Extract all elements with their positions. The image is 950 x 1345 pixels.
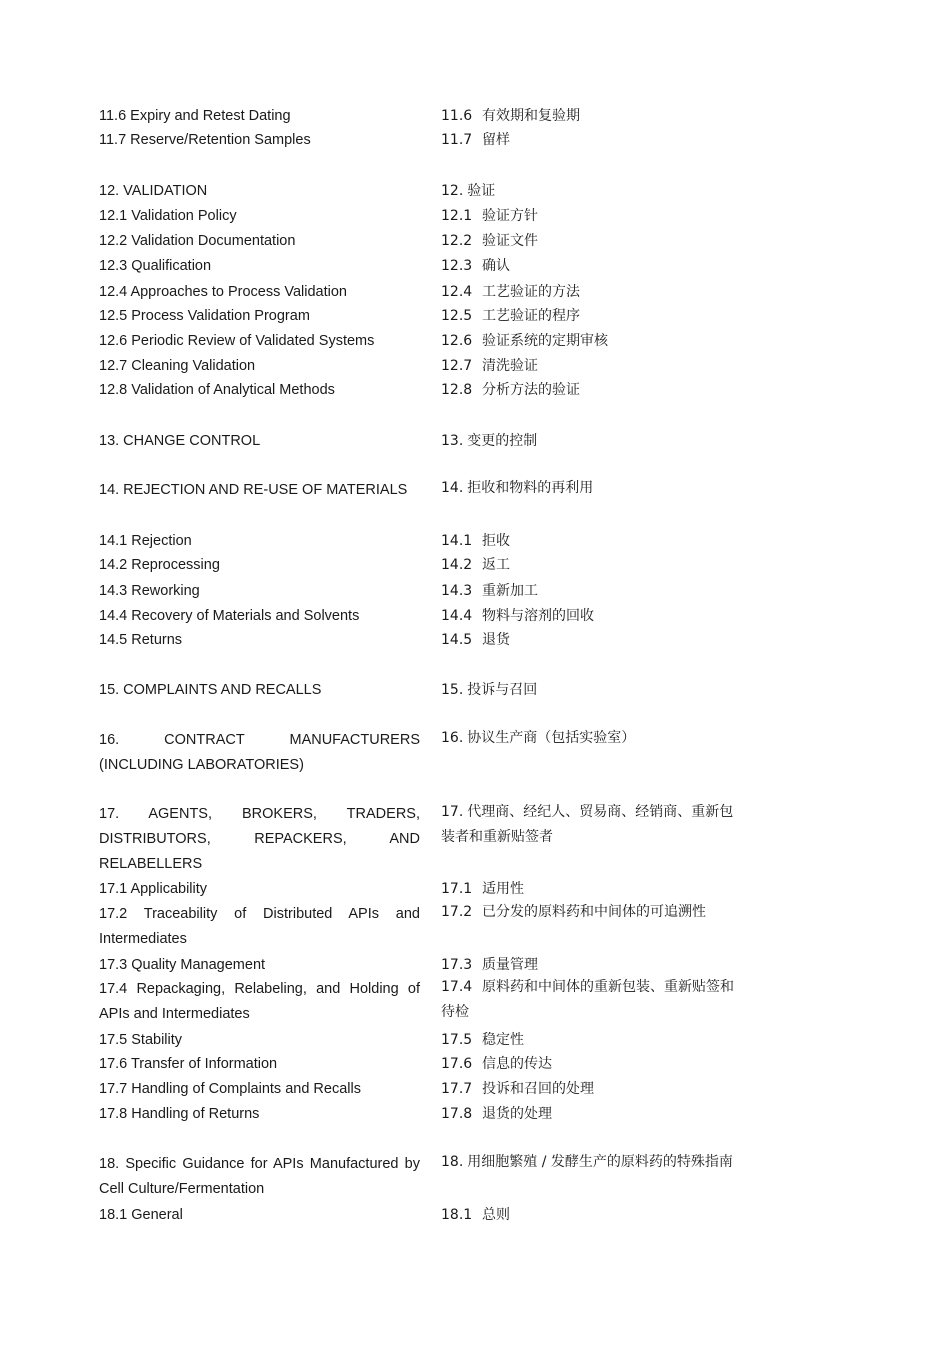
toc-entry-number: 12.4 xyxy=(441,284,473,300)
toc-entry-title-chinese: 物料与溶剂的回收 xyxy=(482,608,594,624)
toc-entry-english: 17.7 Handling of Complaints and Recalls xyxy=(99,1081,361,1097)
toc-entry-title-chinese: 信息的传达 xyxy=(482,1056,552,1072)
toc-entry-number: 11.6 xyxy=(441,108,473,124)
toc-entry-chinese xyxy=(441,579,741,604)
toc-entry-title-chinese: 协议生产商（包括实验室） xyxy=(467,730,636,746)
toc-entry-number: 12. xyxy=(441,183,464,199)
toc-entry-english: 14.1 Rejection xyxy=(99,533,192,549)
toc-entry-english: 14.4 Recovery of Materials and Solvents xyxy=(99,608,360,624)
toc-entry-chinese xyxy=(441,628,741,653)
toc-entry-chinese xyxy=(441,429,741,454)
toc-entry-chinese xyxy=(441,104,741,129)
toc-entry-number: 12.8 xyxy=(441,382,473,398)
toc-entry-chinese xyxy=(441,329,741,354)
toc-entry-number: 17.4 xyxy=(441,979,473,995)
toc-entry-number: 18.1 xyxy=(441,1207,473,1223)
toc-entry-chinese xyxy=(441,975,741,1025)
toc-entry-chinese xyxy=(441,800,741,850)
toc-entry-english: 14.5 Returns xyxy=(99,632,183,648)
toc-entry-number: 12.1 xyxy=(441,208,473,224)
toc-entry-number: 14.5 xyxy=(441,632,473,648)
toc-entry-title-chinese: 退货 xyxy=(482,632,510,648)
toc-entry-number: 14.1 xyxy=(441,533,473,549)
toc-entry-title-chinese: 返工 xyxy=(482,557,510,573)
toc-entry-english: 17. AGENTS, BROKERS, TRADERS, DISTRIBUTORS, REPACKERS, AND RELABELLERS xyxy=(99,806,420,872)
toc-entry-english: 14.2 Reprocessing xyxy=(99,557,220,573)
toc-entry-chinese xyxy=(441,204,741,229)
toc-entry-title-chinese: 稳定性 xyxy=(482,1032,524,1048)
toc-entry-english: 11.7 Reserve/Retention Samples xyxy=(99,132,311,148)
toc-entry-english: 17.6 Transfer of Information xyxy=(99,1056,278,1072)
toc-entry-number: 12.3 xyxy=(441,258,473,274)
toc-entry-title-chinese: 验证文件 xyxy=(482,233,538,249)
toc-entry-number: 17.8 xyxy=(441,1106,473,1122)
toc-entry-number: 18. xyxy=(441,1154,464,1170)
toc-entry-chinese xyxy=(441,1150,741,1175)
toc-entry-chinese xyxy=(441,726,741,751)
toc-entry-english: 11.6 Expiry and Retest Dating xyxy=(99,108,291,124)
toc-entry-english: 12.5 Process Validation Program xyxy=(99,308,310,324)
toc-entry-chinese xyxy=(441,1203,741,1228)
toc-entry-english: 17.3 Quality Management xyxy=(99,957,266,973)
toc-entry-title-chinese: 总则 xyxy=(482,1207,510,1223)
toc-entry-number: 12.6 xyxy=(441,333,473,349)
toc-entry-number: 17.6 xyxy=(441,1056,473,1072)
toc-entry-english: 12. VALIDATION xyxy=(99,183,208,199)
toc-entry-chinese xyxy=(441,553,741,578)
toc-entry-title-chinese: 质量管理 xyxy=(482,957,538,973)
toc-entry-chinese xyxy=(441,877,741,902)
toc-entry-english: 12.6 Periodic Review of Validated Systems xyxy=(99,333,375,349)
toc-entry-chinese xyxy=(441,1102,741,1127)
toc-entry-title-chinese: 验证 xyxy=(467,183,496,199)
toc-entry-english: 12.2 Validation Documentation xyxy=(99,233,296,249)
toc-entry-number: 17.3 xyxy=(441,957,473,973)
toc-entry-chinese xyxy=(441,378,741,403)
toc-entry-english: 14.3 Reworking xyxy=(99,583,200,599)
toc-entry-title-chinese: 有效期和复验期 xyxy=(482,108,580,124)
toc-entry-number: 14.3 xyxy=(441,583,473,599)
toc-entry-chinese xyxy=(441,304,741,329)
toc-entry-title-chinese: 确认 xyxy=(482,258,510,274)
toc-entry-english: 17.1 Applicability xyxy=(99,881,208,897)
toc-entry-number: 13. xyxy=(441,433,464,449)
toc-entry-title-chinese: 留样 xyxy=(482,132,510,148)
toc-entry-number: 14.4 xyxy=(441,608,473,624)
toc-entry-number: 15. xyxy=(441,682,464,698)
toc-entry-number: 11.7 xyxy=(441,132,473,148)
toc-entry-number: 12.7 xyxy=(441,358,473,374)
toc-entry-title-chinese: 适用性 xyxy=(482,881,524,897)
toc-entry-chinese xyxy=(441,476,741,501)
toc-entry-english: 18. Specific Guidance for APIs Manufactured by Cell Culture/Fermentation xyxy=(99,1156,420,1197)
toc-entry-chinese xyxy=(441,529,741,554)
toc-entry-chinese xyxy=(441,280,741,305)
toc-entry-english: 12.8 Validation of Analytical Methods xyxy=(99,382,335,398)
toc-entry-title-chinese: 代理商、经纪人、贸易商、经销商、重新包装者和重新贴签者 xyxy=(441,804,734,845)
toc-entry-chinese xyxy=(441,1052,741,1077)
toc-entry-english: 14. REJECTION AND RE-USE OF MATERIALS xyxy=(99,482,408,498)
toc-entry-english: 16. CONTRACT MANUFACTURERS (INCLUDING LABORATORIES) xyxy=(99,732,420,773)
toc-entry-number: 12.5 xyxy=(441,308,473,324)
toc-entry-number: 14.2 xyxy=(441,557,473,573)
toc-entry-number: 17.7 xyxy=(441,1081,473,1097)
toc-entry-english: 17.5 Stability xyxy=(99,1032,183,1048)
toc-entry-english: 17.8 Handling of Returns xyxy=(99,1106,260,1122)
toc-entry-number: 14. xyxy=(441,480,464,496)
toc-entry-number: 17. xyxy=(441,804,464,820)
toc-entry-chinese xyxy=(441,128,741,153)
toc-entry-chinese xyxy=(441,254,741,279)
toc-entry-title-chinese: 已分发的原料药和中间体的可追溯性 xyxy=(482,904,706,920)
toc-entry-title-chinese: 验证方针 xyxy=(482,208,538,224)
toc-entry-chinese xyxy=(441,354,741,379)
toc-entry-chinese xyxy=(441,179,741,204)
toc-entry-english: 18.1 General xyxy=(99,1207,183,1223)
toc-entry-number: 17.1 xyxy=(441,881,473,897)
toc-entry-number: 12.2 xyxy=(441,233,473,249)
toc-entry-title-chinese: 退货的处理 xyxy=(482,1106,552,1122)
toc-entry-chinese xyxy=(441,678,741,703)
toc-entry-number: 16. xyxy=(441,730,464,746)
toc-entry-number: 17.5 xyxy=(441,1032,473,1048)
toc-entry-english: 12.7 Cleaning Validation xyxy=(99,358,256,374)
toc-entry-title-chinese: 分析方法的验证 xyxy=(482,382,580,398)
toc-entry-number: 17.2 xyxy=(441,904,473,920)
toc-entry-title-chinese: 重新加工 xyxy=(482,583,538,599)
toc-entry-title-chinese: 原料药和中间体的重新包装、重新贴签和待检 xyxy=(441,979,734,1020)
toc-entry-title-chinese: 工艺验证的程序 xyxy=(482,308,580,324)
toc-entry-title-chinese: 投诉与召回 xyxy=(467,682,538,698)
toc-entry-english: 12.4 Approaches to Process Validation xyxy=(99,284,348,300)
toc-entry-english: 17.2 Traceability of Distributed APIs and Intermediates xyxy=(99,906,420,947)
toc-entry-title-chinese: 清洗验证 xyxy=(482,358,538,374)
toc-entry-title-chinese: 拒收和物料的再利用 xyxy=(467,480,594,496)
toc-entry-chinese xyxy=(441,900,741,925)
toc-entry-chinese xyxy=(441,1077,741,1102)
toc-entry-title-chinese: 变更的控制 xyxy=(467,433,538,449)
toc-entry-english: 17.4 Repackaging, Relabeling, and Holding of APIs and Intermediates xyxy=(99,981,420,1022)
toc-entry-english: 15. COMPLAINTS AND RECALLS xyxy=(99,682,322,698)
toc-entry-chinese xyxy=(441,604,741,629)
toc-entry-chinese xyxy=(441,229,741,254)
toc-entry-title-chinese: 拒收 xyxy=(482,533,510,549)
toc-entry-title-chinese: 投诉和召回的处理 xyxy=(482,1081,594,1097)
toc-entry-title-chinese: 工艺验证的方法 xyxy=(482,284,580,300)
toc-entry-english: 12.1 Validation Policy xyxy=(99,208,237,224)
toc-entry-chinese xyxy=(441,1028,741,1053)
toc-entry-english: 13. CHANGE CONTROL xyxy=(99,433,261,449)
toc-entry-title-chinese: 验证系统的定期审核 xyxy=(482,333,608,349)
toc-entry-title-chinese: 用细胞繁殖 / 发酵生产的原料药的特殊指南 xyxy=(467,1154,733,1170)
toc-entry-english: 12.3 Qualification xyxy=(99,258,212,274)
